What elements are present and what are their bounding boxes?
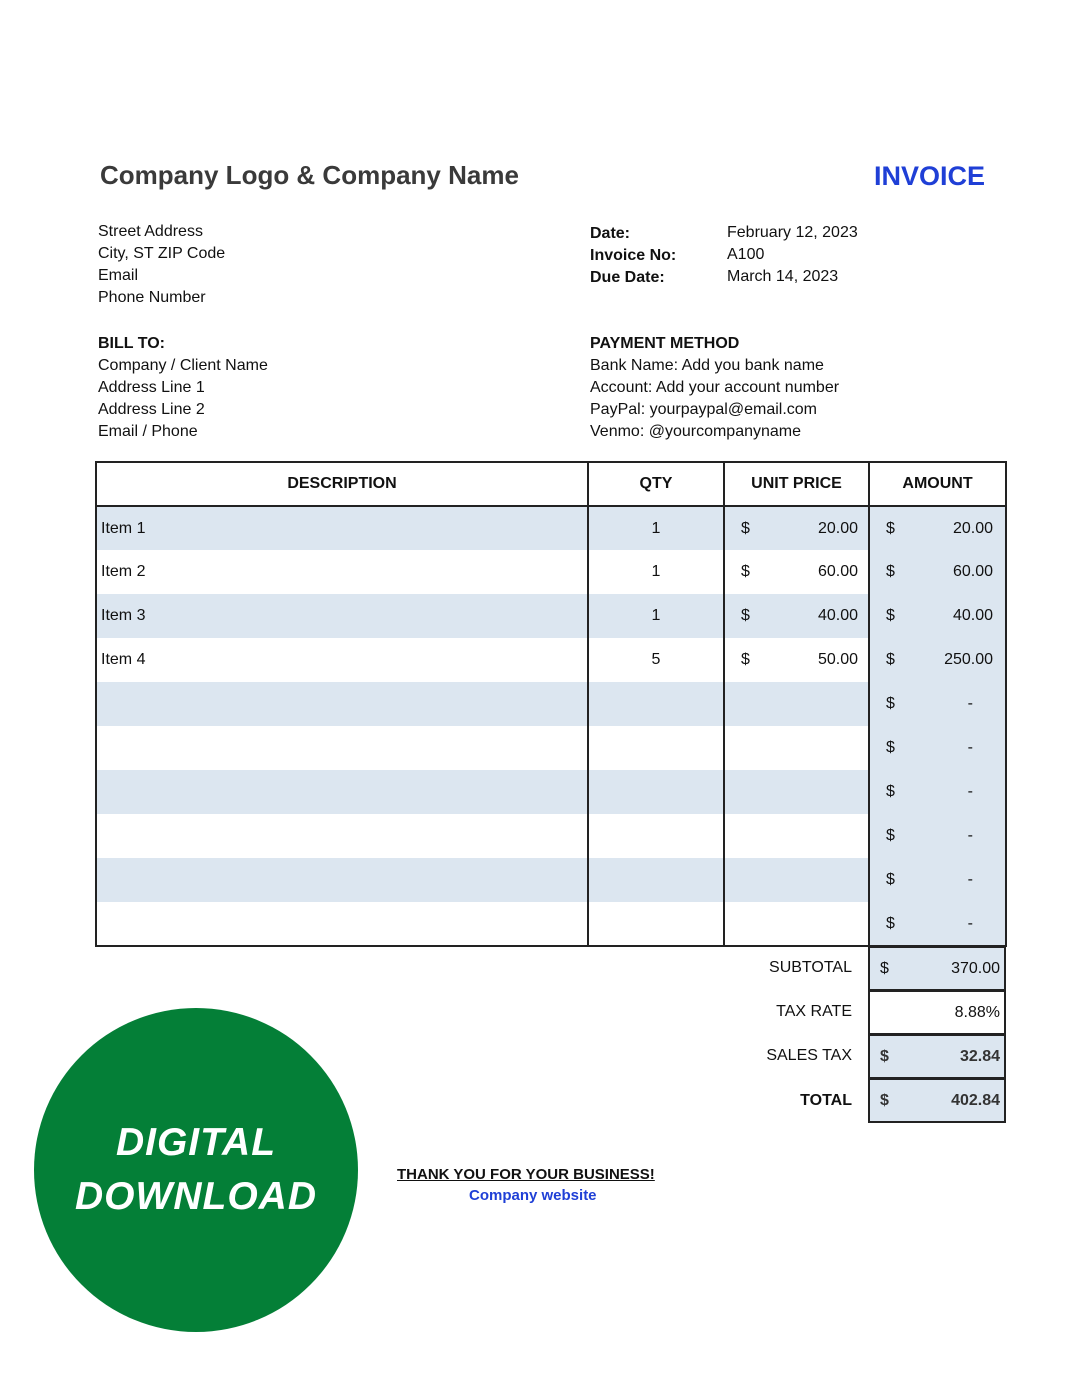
invoice-title: INVOICE bbox=[874, 161, 986, 191]
amount-value: 60.00 bbox=[952, 563, 993, 580]
thank-you-note: THANK YOU FOR YOUR BUSINESS! bbox=[397, 1166, 655, 1183]
currency: $ bbox=[741, 607, 750, 624]
bill-to-line: Company / Client Name bbox=[98, 357, 268, 374]
currency: $ bbox=[886, 607, 895, 624]
qty-cell[interactable]: 1 bbox=[588, 550, 724, 594]
qty-cell[interactable] bbox=[588, 814, 724, 858]
amount-cell bbox=[869, 594, 1006, 638]
unit-price-cell[interactable] bbox=[724, 682, 869, 726]
payment-line: PayPal: yourpaypal@email.com bbox=[590, 401, 818, 418]
table-row bbox=[96, 814, 1006, 858]
digital-download-badge bbox=[34, 1008, 358, 1332]
unit-price-cell[interactable] bbox=[724, 726, 869, 770]
company-website-link[interactable]: Company website bbox=[469, 1187, 597, 1204]
currency: $ bbox=[886, 563, 895, 580]
currency: $ bbox=[886, 914, 895, 932]
unit-price-value: 50.00 bbox=[817, 651, 858, 668]
amount-value: - bbox=[967, 827, 973, 844]
bill-to-line: Email / Phone bbox=[98, 423, 198, 440]
amount-value: - bbox=[967, 871, 973, 888]
unit-price-value: 60.00 bbox=[817, 563, 858, 580]
qty-cell[interactable] bbox=[588, 770, 724, 814]
payment-method bbox=[590, 333, 839, 443]
amount-cell bbox=[869, 858, 1006, 902]
sales-tax-cell bbox=[868, 1034, 1006, 1079]
table-row bbox=[96, 726, 1006, 770]
currency: $ bbox=[741, 563, 750, 580]
currency: $ bbox=[880, 1091, 889, 1109]
badge-line: DOWNLOAD bbox=[75, 1175, 317, 1218]
qty-cell[interactable] bbox=[588, 858, 724, 902]
unit-price-cell[interactable] bbox=[724, 858, 869, 902]
total-value: 402.84 bbox=[951, 1091, 1000, 1109]
table-row bbox=[96, 594, 1006, 638]
description-cell[interactable]: Item 3 bbox=[96, 594, 588, 638]
unit-price-cell[interactable] bbox=[724, 770, 869, 814]
badge-line: DIGITAL bbox=[115, 1121, 277, 1164]
currency: $ bbox=[741, 651, 750, 668]
qty-cell[interactable] bbox=[588, 682, 724, 726]
payment-heading: PAYMENT METHOD bbox=[590, 335, 740, 352]
header-amount: AMOUNT bbox=[869, 462, 1006, 506]
invoice-no-value: A100 bbox=[727, 246, 765, 263]
amount-cell bbox=[869, 682, 1006, 726]
description-cell[interactable] bbox=[96, 858, 588, 902]
currency: $ bbox=[886, 871, 895, 888]
description-cell[interactable]: Item 2 bbox=[96, 550, 588, 594]
header-description: DESCRIPTION bbox=[96, 462, 588, 506]
amount-value: - bbox=[967, 739, 973, 756]
invoice-no-label: Invoice No: bbox=[590, 247, 677, 264]
tax-rate-cell[interactable] bbox=[868, 990, 1006, 1035]
bill-to bbox=[98, 333, 268, 443]
payment-line: Account: Add your account number bbox=[590, 379, 840, 396]
table-row bbox=[96, 638, 1006, 682]
qty-cell[interactable]: 1 bbox=[588, 594, 724, 638]
amount-cell bbox=[869, 814, 1006, 858]
address-line: City, ST ZIP Code bbox=[98, 245, 226, 262]
company-address bbox=[98, 221, 225, 309]
header-qty: QTY bbox=[588, 462, 724, 506]
payment-line: Venmo: @yourcompanyname bbox=[590, 423, 802, 440]
invoice-meta bbox=[590, 223, 676, 289]
description-cell[interactable]: Item 4 bbox=[96, 638, 588, 682]
header-unit-price: UNIT PRICE bbox=[724, 462, 869, 506]
unit-price-cell[interactable] bbox=[724, 550, 869, 594]
company-name: Company Logo & Company Name bbox=[100, 160, 519, 190]
amount-value: - bbox=[967, 695, 973, 712]
description-cell[interactable] bbox=[96, 814, 588, 858]
tax-rate-label: TAX RATE bbox=[776, 1003, 852, 1020]
date-label: Date: bbox=[590, 225, 631, 242]
amount-cell bbox=[869, 770, 1006, 814]
currency: $ bbox=[880, 1047, 889, 1065]
unit-price-cell[interactable] bbox=[724, 902, 869, 946]
sales-tax-label: SALES TAX bbox=[766, 1047, 852, 1064]
amount-cell bbox=[869, 550, 1006, 594]
unit-price-cell[interactable] bbox=[724, 506, 869, 550]
subtotal-value: 370.00 bbox=[951, 959, 1000, 977]
currency: $ bbox=[886, 739, 895, 756]
description-cell[interactable]: Item 1 bbox=[96, 506, 588, 550]
amount-cell bbox=[869, 506, 1006, 550]
amount-value: 250.00 bbox=[944, 651, 993, 668]
bill-to-heading: BILL TO: bbox=[98, 335, 165, 352]
total-label: TOTAL bbox=[800, 1092, 852, 1109]
address-line: Phone Number bbox=[98, 289, 206, 306]
due-date-label: Due Date: bbox=[590, 269, 665, 286]
amount-value: 40.00 bbox=[952, 607, 993, 624]
table-row bbox=[96, 858, 1006, 902]
table-row bbox=[96, 902, 1006, 946]
currency: $ bbox=[886, 651, 895, 668]
description-cell[interactable] bbox=[96, 902, 588, 946]
tax-rate-value: 8.88% bbox=[954, 1003, 1000, 1021]
table-row bbox=[96, 550, 1006, 594]
description-cell[interactable] bbox=[96, 726, 588, 770]
table-row bbox=[96, 770, 1006, 814]
amount-value: - bbox=[967, 783, 973, 800]
unit-price-value: 20.00 bbox=[817, 519, 858, 537]
currency: $ bbox=[741, 519, 750, 537]
line-items-table bbox=[95, 461, 1007, 947]
currency: $ bbox=[886, 827, 895, 844]
unit-price-value: 40.00 bbox=[817, 607, 858, 624]
bill-to-line: Address Line 1 bbox=[98, 379, 205, 396]
date-value: February 12, 2023 bbox=[727, 224, 858, 241]
table-row bbox=[96, 506, 1006, 550]
amount-cell bbox=[869, 726, 1006, 770]
currency: $ bbox=[886, 519, 895, 537]
unit-price-cell[interactable] bbox=[724, 594, 869, 638]
currency: $ bbox=[886, 783, 895, 800]
subtotal-label: SUBTOTAL bbox=[769, 959, 852, 976]
description-cell[interactable] bbox=[96, 682, 588, 726]
address-line: Email bbox=[98, 267, 139, 284]
bill-to-line: Address Line 2 bbox=[98, 401, 205, 418]
total-cell bbox=[868, 1078, 1006, 1123]
qty-cell[interactable] bbox=[588, 726, 724, 770]
description-cell[interactable] bbox=[96, 770, 588, 814]
sales-tax-value: 32.84 bbox=[959, 1047, 1000, 1065]
amount-cell bbox=[869, 902, 1006, 946]
subtotal-cell bbox=[868, 946, 1006, 991]
qty-cell[interactable]: 5 bbox=[588, 638, 724, 682]
amount-cell bbox=[869, 638, 1006, 682]
invoice-meta-values bbox=[727, 222, 858, 288]
currency: $ bbox=[880, 959, 889, 977]
table-row bbox=[96, 682, 1006, 726]
qty-cell[interactable]: 1 bbox=[588, 506, 724, 550]
address-line: Street Address bbox=[98, 223, 203, 240]
unit-price-cell[interactable] bbox=[724, 638, 869, 682]
payment-line: Bank Name: Add you bank name bbox=[590, 357, 824, 374]
amount-value: 20.00 bbox=[952, 519, 993, 537]
qty-cell[interactable] bbox=[588, 902, 724, 946]
currency: $ bbox=[886, 695, 895, 712]
unit-price-cell[interactable] bbox=[724, 814, 869, 858]
due-date-value: March 14, 2023 bbox=[727, 268, 839, 285]
amount-value: - bbox=[967, 914, 973, 932]
